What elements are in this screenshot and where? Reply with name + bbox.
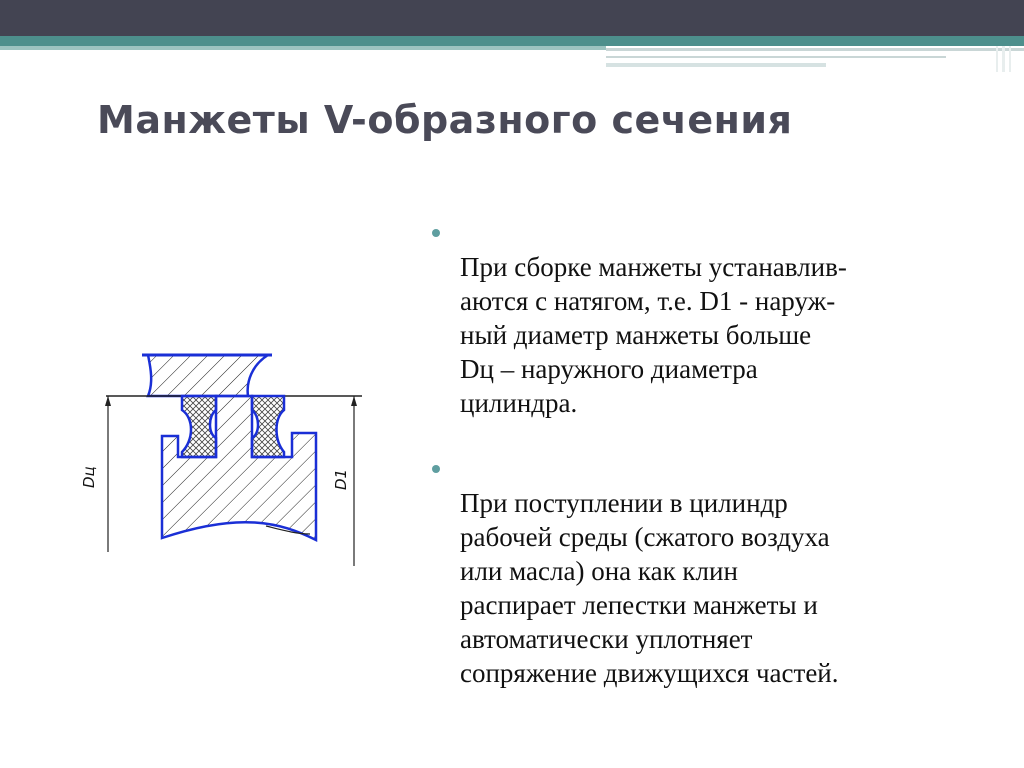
bullet-item	[430, 452, 990, 690]
header-bar-dark	[0, 0, 1024, 36]
header-stripes-decoration	[606, 46, 1024, 72]
v-seal-right	[252, 396, 284, 457]
bullet-dot-icon	[432, 229, 440, 237]
bullet-dot-icon	[432, 465, 440, 473]
header-bar-teal	[0, 36, 1024, 46]
dimension-label-d1: D1	[332, 468, 350, 490]
header-bar-teal-light	[0, 46, 606, 50]
dimension-label-dc: Dц	[80, 466, 98, 488]
v-seal-left	[182, 396, 216, 457]
piston-section	[162, 396, 316, 540]
bullet-text: При поступлении в цилиндр рабочей среды (сжатого воздуха или масла) она как клин распирает лепестки манжеты и автоматически уплотняет сопряжение движущихся частей.	[460, 488, 839, 688]
bullet-list	[430, 216, 990, 690]
slide-title: Манжеты V-образного сечения	[97, 98, 793, 142]
rod-section	[148, 355, 268, 396]
bullet-item	[430, 216, 990, 420]
seal-cross-section-drawing	[70, 340, 370, 580]
bullet-text: При сборке манжеты устанавлив- аются с натягом, т.е. D1 - наруж- ный диаметр манжеты больше Dц – наружного диаметра цилиндра.	[460, 252, 847, 418]
